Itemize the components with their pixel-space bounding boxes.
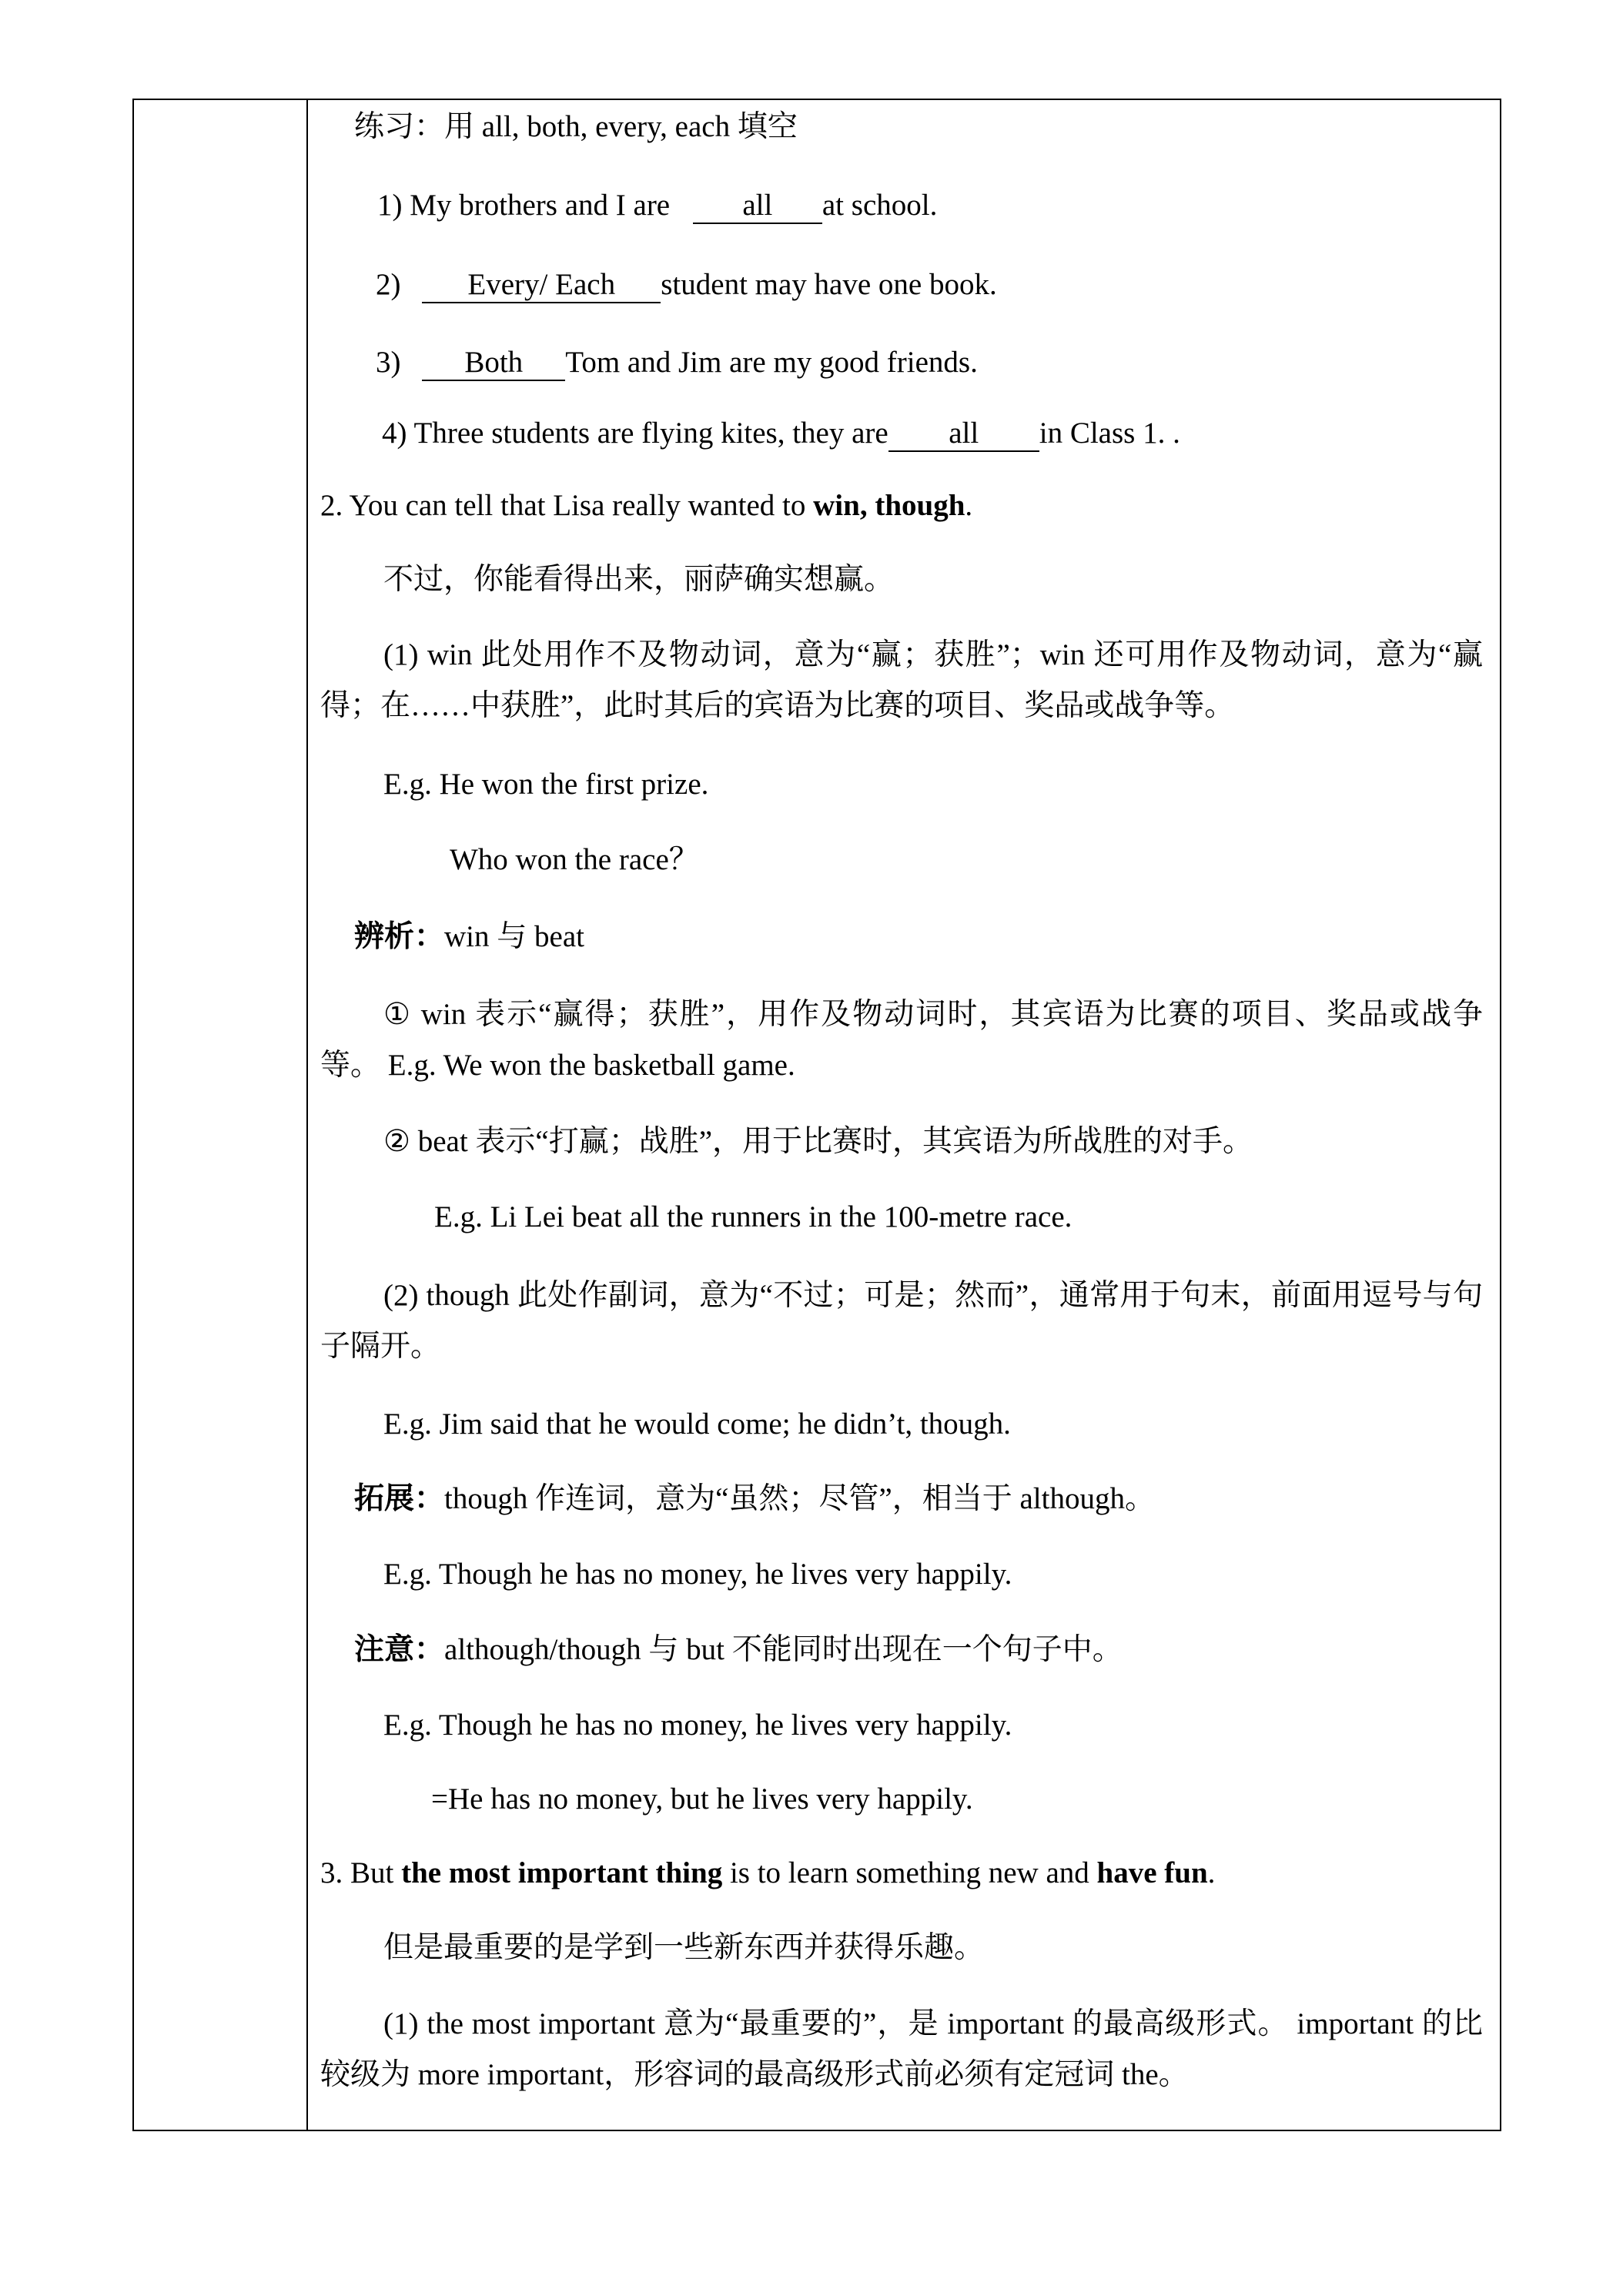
section-2-point-1: (1) win 此处用作不及物动词，意为“赢；获胜”；win 还可用作及物动词，意为“赢得；在……中获胜”，此时其后的宾语为比赛的项目、奖品或战争等。 [320,638,1483,722]
section-2-translation: 不过，你能看得出来，丽萨确实想赢。 [383,563,895,596]
example-sentence: E.g. Though he has no money, he lives very happily. [383,1709,1012,1742]
example-sentence: E.g. Though he has no money, he lives very happily. [383,1558,1012,1591]
example-sentence: E.g. Jim said that he would come; he didn’t, though. [383,1407,1011,1441]
answer-blank: Every/ Each [422,268,661,303]
exercise-item-3: 3) Both Tom and Jim are my good friends. [376,343,1538,382]
exercise-heading: 练习：用 all, both, every, each 填空 [354,110,798,143]
analysis-item-1: ① win 表示“赢得；获胜”，用作及物动词时，其宾语为比赛的项目、奖品或战争等。 E.g. We won the basketball game. [320,998,1483,1082]
answer-blank: all [888,417,1039,452]
exercise-item-2: 2) Every/ Each student may have one book. [376,266,1538,304]
answer-blank: all [693,189,822,224]
content-table [132,99,1501,2131]
example-sentence: Who won the race？ [450,843,699,876]
example-sentence: E.g. He won the first prize. [383,768,709,801]
note-line: 注意：although/though 与 but 不能同时出现在一个句子中。 [354,1633,1123,1666]
section-3-point-1: (1) the most important 意为“最重要的”，是 important 的最高级形式。 important 的比较级为 more important，形容词的最高级形式前必须有定冠词 the。 [320,2007,1483,2091]
extension-line: 拓展：though 作连词，意为“虽然；尽管”，相当于 although。 [354,1482,1155,1515]
exercise-item-1: 1) My brothers and I are all at school. [377,186,1540,225]
section-2-sentence: 2. You can tell that Lisa really wanted to win, though. [320,489,973,522]
answer-blank: Both [422,346,565,381]
example-sentence: =He has no money, but he lives very happily. [431,1782,973,1816]
analysis-line: 辨析：win 与 beat [354,920,584,953]
analysis-item-2: ② beat 表示“打赢；战胜”，用于比赛时，其宾语为所战胜的对手。 [383,1125,1253,1158]
column-divider [306,100,308,2130]
section-2-point-2: (2) though 此处作副词，意为“不过；可是；然而”，通常用于句末，前面用逗号与句子隔开。 [320,1279,1483,1363]
section-3-translation: 但是最重要的是学到一些新东西并获得乐趣。 [383,1931,985,1964]
section-3-sentence: 3. But the most important thing is to learn something new and have fun. [320,1856,1216,1889]
example-sentence: E.g. Li Lei beat all the runners in the 100-metre race. [434,1200,1073,1233]
exercise-item-4: 4) Three students are flying kites, they are all in Class 1. . [382,414,1544,453]
